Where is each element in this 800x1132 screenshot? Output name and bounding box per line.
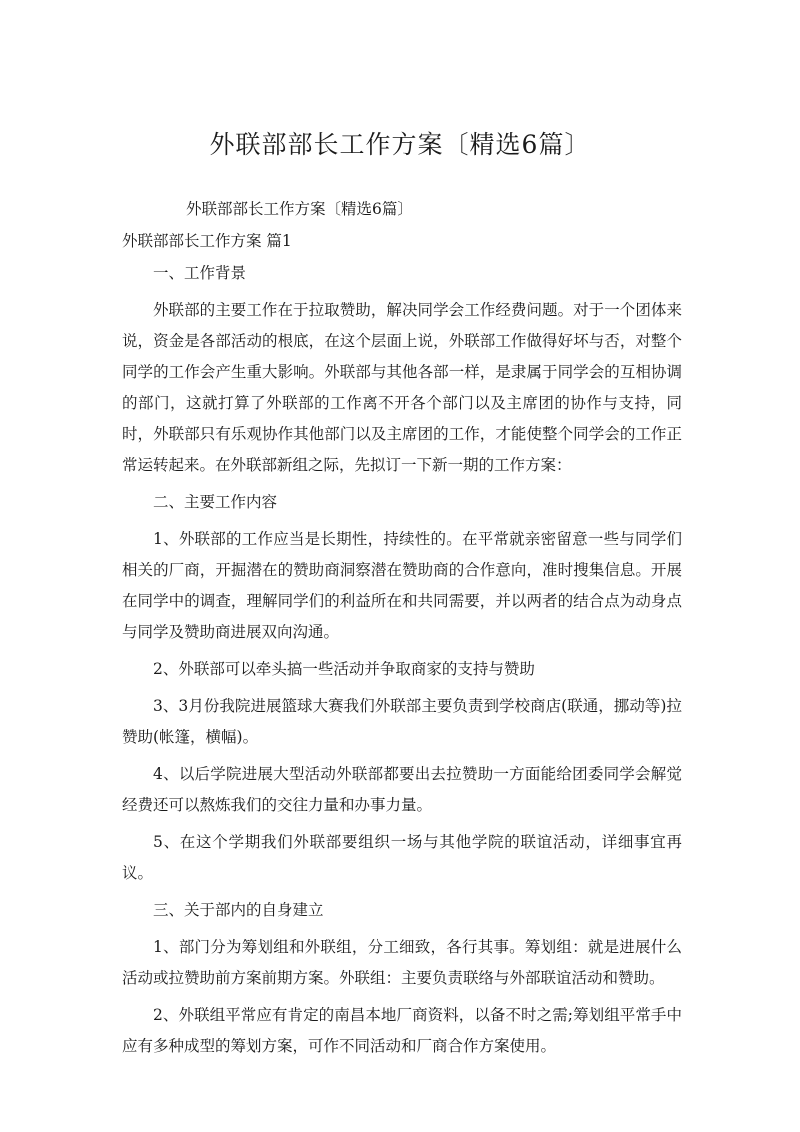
document-title: 外联部部长工作方案〔精选6篇〕: [209, 130, 591, 159]
paragraph-item-4: 4、以后学院进展大型活动外联部都要出去拉赞助一方面能给团委同学会解觉经费还可以熬炼我们的交往力量和办事力量。: [122, 765, 682, 814]
paragraph-item-5: 5、在这个学期我们外联部要组织一场与其他学院的联谊活动，详细事宜再议。: [122, 833, 682, 882]
paragraph-internal-2: 2、外联组平常应有肯定的南昌本地厂商资料，以备不时之需;筹划组平常手中应有多种成型的筹划方案，可作不同活动和厂商合作方案使用。: [122, 1006, 682, 1055]
paragraph-internal-1: 1、部门分为筹划组和外联组，分工细致，各行其事。筹划组：就是进展什么活动或拉赞助前方案前期方案。外联组：主要负责联络与外部联谊活动和赞助。: [122, 938, 682, 987]
paragraph-item-3: 3、3月份我院进展篮球大赛我们外联部主要负责到学校商店(联通，挪动等)拉赞助(帐篷，横幅)。: [122, 697, 682, 746]
document-subtitle: 外联部部长工作方案〔精选6篇〕: [186, 200, 413, 218]
heading-work-background: 一、工作背景: [153, 264, 247, 282]
heading-main-content: 二、主要工作内容: [153, 493, 278, 511]
heading-internal-building: 三、关于部内的自身建立: [153, 901, 324, 919]
paragraph-item-2: 2、外联部可以牵头搞一些活动并争取商家的支持与赞助: [153, 660, 535, 678]
document-body: [122, 258, 682, 1068]
section-heading: 外联部部长工作方案 篇1: [122, 232, 292, 250]
paragraph-item-1: 1、外联部的工作应当是长期性，持续性的。在平常就亲密留意一些与同学们相关的厂商，开掘潜在的赞助商洞察潜在赞助商的合作意向，准时搜集信息。开展在同学中的调查，理解同学们的利益所在和共同需要，并以两者的结合点为动身点与同学及赞助商进展双向沟通。: [122, 530, 682, 641]
paragraph-background: 外联部的主要工作在于拉取赞助，解决同学会工作经费问题。对于一个团体来说，资金是各部活动的根底，在这个层面上说，外联部工作做得好坏与否，对整个同学的工作会产生重大影响。外联部与其他各部一样，是隶属于同学会的互相协调的部门，这就打算了外联部的工作离不开各个部门以及主席团的协作与支持，同时，外联部只有乐观协作其他部门以及主席团的工作，才能使整个同学会的工作正常运转起来。在外联部新组之际，先拟订一下新一期的工作方案：: [122, 301, 682, 474]
